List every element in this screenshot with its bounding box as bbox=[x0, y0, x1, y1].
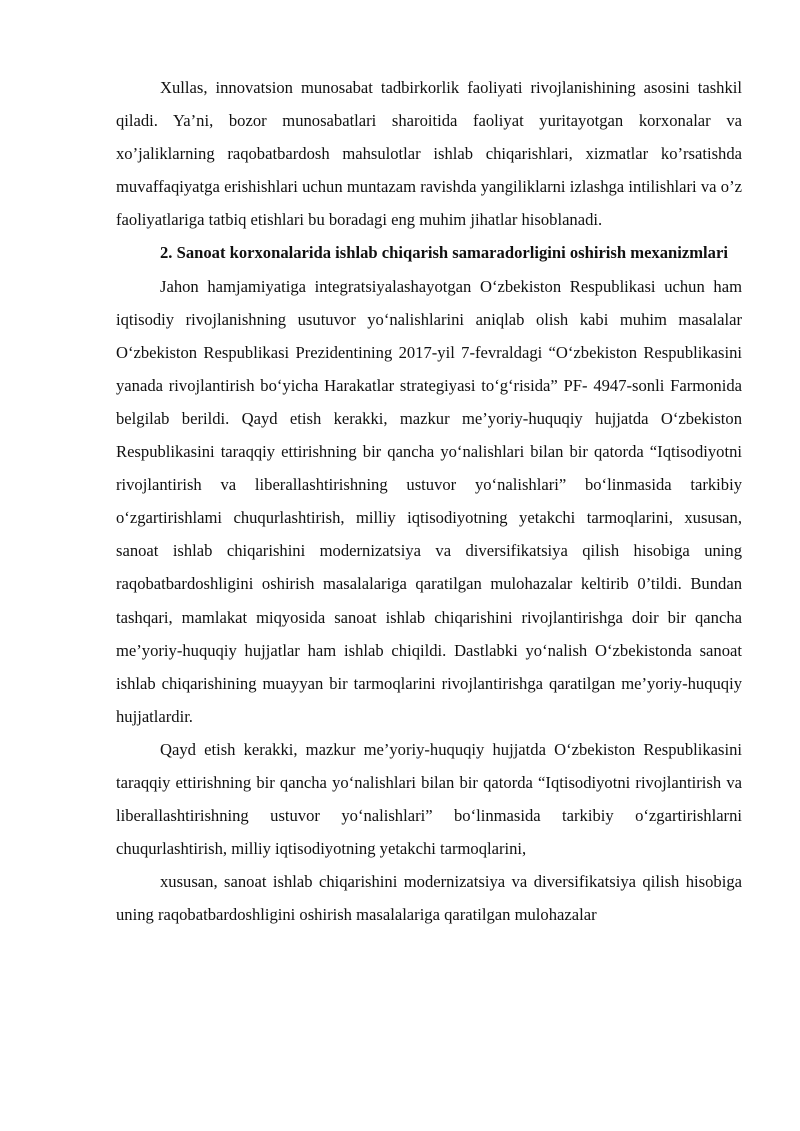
paragraph-conclusion: Xullas, innovatsion munosabat tadbirkorlik faoliyati rivojlanishining asosini tashkil qiladi. Ya’ni, bozor munosabatlari sharoitida faoliyat yuritayotgan korxonalar va xo’jaliklarning raqobatbardosh mahsulotlar ishlab chiqarishlari, xizmatlar ko’rsatishda muvaffaqiyatga erishishlari uchun muntazam ravishda yangiliklarni izlashga intilishlari va o’z faoliyatlariga tatbiq etishlari bu boradagi eng muhim jihatlar hisoblanadi. bbox=[116, 78, 742, 230]
paragraph-body: Qayd etish kerakki, mazkur me’yoriy-huquqiy hujjatda O‘zbekiston Respublikasini taraqqiy ettirishning bir qancha yo‘nalishlari bilan bir qatorda “Iqtisodiyotni rivojlantirish va liberallashtirishning ustuvor yo‘nalishlari” bo‘linmasida tarkibiy o‘zgartirishlarni chuqurlashtirish, milliy iqtisodiyotning yetakchi tarmoqlarini, bbox=[116, 739, 742, 859]
document-page bbox=[116, 71, 742, 931]
section-heading: 2. Sanoat korxonalarida ishlab chiqarish samaradorligini oshirish mexanizmlari bbox=[160, 243, 728, 263]
paragraph-body: xususan, sanoat ishlab chiqarishini modernizatsiya va diversifikatsiya qilish hisobiga uning raqobatbardoshligini oshirish masalalariga qaratilgan mulohazalar bbox=[116, 872, 742, 925]
paragraph-body: Jahon hamjamiyatiga integratsiyalashayotgan O‘zbekiston Respublikasi uchun ham iqtisodiy rivojlanishning usutuvor yo‘nalishlarini aniqlab olish kabi muhim masalalar O‘zbekiston Respublikasi Prezidentining 2017-yil 7-fevraldagi “O‘zbekiston Respublikasini yanada rivojlantirish bo‘yicha Harakatlar strategiyasi to‘g‘risida” PF- 4947-sonli Farmonida belgilab berildi. Qayd etish kerakki, mazkur me’yoriy-huquqiy hujjatda O‘zbekiston Respublikasini taraqqiy ettirishning bir qancha yo‘nalishlari bilan bir qatorda “Iqtisodiyotni rivojlantirish va liberallashtirishning ustuvor yo‘nalishlari” bo‘linmasida tarkibiy o‘zgartirishlami chuqurlashtirish, milliy iqtisodiyotning yetakchi tarmoqlarini, xususan, sanoat ishlab chiqarishini modernizatsiya va diversifikatsiya qilish hisobiga uning raqobatbardoshligini oshirish masalalariga qaratilgan mulohazalar keltirib 0’tildi. Bundan tashqari, mamlakat miqyosida sanoat ishlab chiqarishini rivojlantirishga doir bir qancha me’yoriy-huquqiy hujjatlar ham ishlab chiqildi. Dastlabki yo‘nalish O‘zbekistonda sanoat ishlab chiqarishining muayyan bir tarmoqlarini rivojlantirishga qaratilgan me’yoriy-huquqiy hujjatlardir. bbox=[116, 276, 742, 726]
